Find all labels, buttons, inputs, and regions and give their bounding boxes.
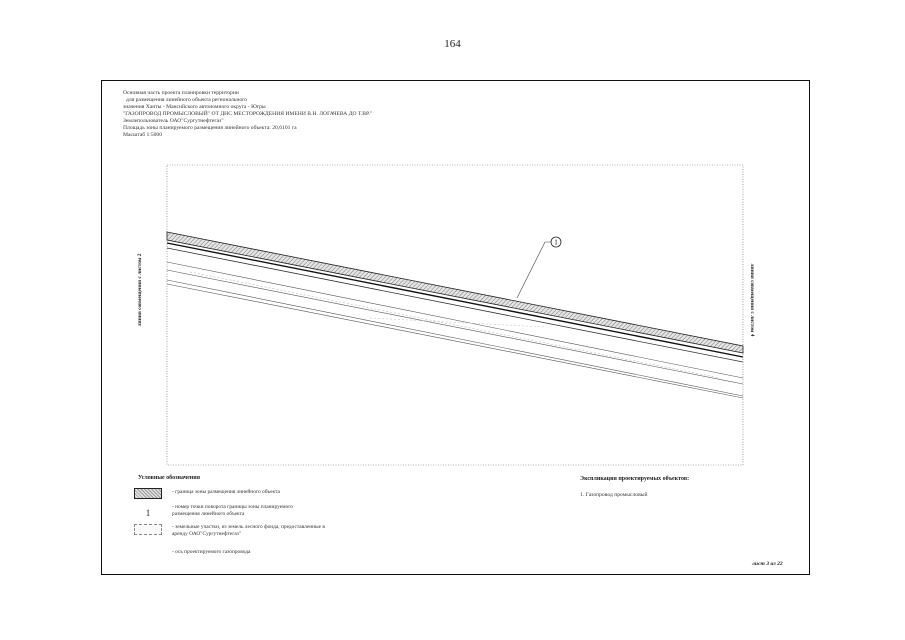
legend-item-boundary: - граница зоны размещения линейного объекта: [172, 489, 280, 495]
pipeline-axis-line: [167, 243, 743, 357]
plot-boundary-line: [167, 262, 743, 378]
corridor-boundary-line: [167, 248, 743, 362]
legend-dashed-plot-icon: [134, 524, 162, 535]
legend-hatched-band-icon: [134, 488, 162, 499]
callout-number: 1: [554, 238, 558, 247]
sheet-number: лист 3 из 22: [752, 561, 783, 567]
explication-title: Экспликация проектируемых объектов:: [580, 476, 690, 482]
title-line-6: Площадь зоны планируемого размещения линейного объекта: 20,6101 га: [123, 125, 297, 131]
plot-boundary-line: [167, 284, 743, 398]
corridor-hatched-band: [167, 232, 743, 353]
explication-item: 1. Газопровод промысловый: [580, 492, 648, 498]
match-line-label-right: линия совмещения с листом 4: [749, 263, 755, 337]
legend-item-turn-point: - номер точки поворота границы зоны планируемого размещения линейного объекта: [172, 504, 293, 517]
match-line-label-left: линия совмещения с листом 2: [137, 253, 143, 327]
legend-title: Условные обозначения: [138, 475, 200, 481]
legend-item-axis: - ось проектируемого газопровода: [172, 549, 251, 555]
drawing-area-boundary: [167, 165, 743, 465]
plot-boundary-line: [167, 270, 743, 384]
legend-item-forest-plots: - земельные участки, из земель лесного фонда, предоставленные в аренду ОАО"Сургутнефтегаз": [172, 524, 325, 537]
title-line-7: Масштаб 1:5000: [123, 132, 163, 138]
plot-boundary-line: [167, 280, 743, 396]
callout-leader-line: [517, 242, 552, 298]
title-line-2: для размещения линейного объекта регионального: [126, 97, 248, 103]
page-number: 164: [444, 38, 461, 50]
forest-plot-dashed-line: [190, 272, 720, 378]
title-line-1: Основная часть проекта планировки территории: [123, 90, 239, 96]
title-line-4: "ГАЗОПРОВОД ПРОМЫСЛОВЫЙ" ОТ ДНС МЕСТОРОЖДЕНИЯ ИМЕНИ В.Н. ЛОГАЧЕВА ДО Т.ВР.": [123, 111, 373, 117]
title-line-5: Землепользователь ОАО"Сургутнефтегаз": [123, 118, 224, 124]
legend-point-marker-icon: 1: [145, 508, 151, 518]
title-line-3: значения Ханты - Мансийского автономного округа - Югры: [123, 104, 266, 110]
